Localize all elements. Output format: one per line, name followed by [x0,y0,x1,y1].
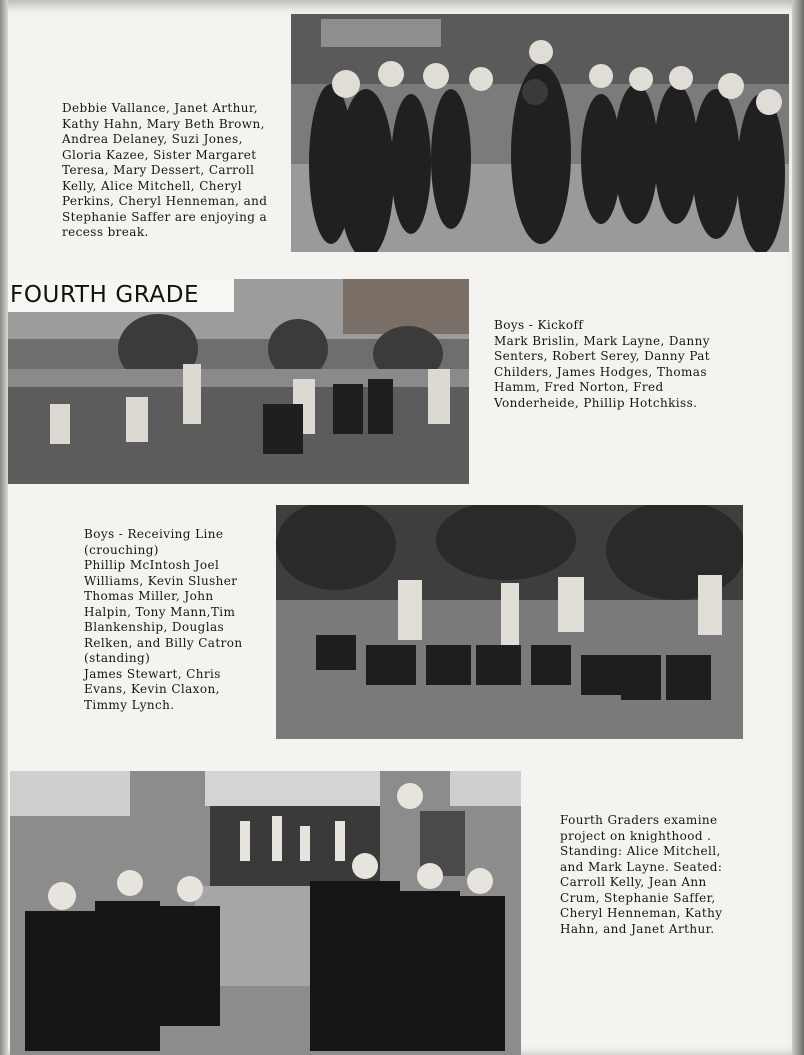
caption-receiving-standing-names: James Stewart, Chris Evans, Kevin Claxon, Timmy Lynch. [84,666,221,712]
caption-kickoff [494,318,742,411]
photo-knighthood-project [10,771,521,1055]
caption-receiving-crouching-names: Phillip McIntosh Joel Williams, Kevin Slusher Thomas Miller, John Halpin, Tony Mann,Tim Blankenship, Douglas Relken, and Billy Catron [84,558,243,650]
caption-receiving-title: Boys - Receiving Line [84,527,224,541]
caption-receiving-standing-label: (standing) [84,651,151,665]
binding-spine [0,0,8,1055]
caption-recess [62,101,284,241]
photo-receiving-line [276,505,743,739]
caption-recess-text: Debbie Vallance, Janet Arthur, Kathy Hahn, Mary Beth Brown, Andrea Delaney, Suzi Jones, Gloria Kazee, Sister Margaret Teresa, Mary Dessert, Carroll Kelly, Alice Mitchell, Cheryl Perkins, Cheryl Henneman, and Stephanie Saffer are enjoying a recess break. [62,101,268,239]
section-title: FOURTH GRADE [8,279,234,312]
caption-kickoff-names: Mark Brislin, Mark Layne, Danny Senters, Robert Serey, Danny Pat Childers, James Hodges, Thomas Hamm, Fred Norton, Fred Vonderheide, Phillip Hotchkiss. [494,333,711,410]
caption-receiving-crouching-label: (crouching) [84,542,159,557]
photo-project-image [10,771,521,1055]
caption-project [560,813,746,937]
photo-recess-image [291,14,789,252]
caption-receiving-line [84,527,260,713]
photo-receiving-image [276,505,743,739]
page-edge-shadow [792,0,804,1055]
photo-recess-break [291,14,789,252]
caption-project-text: Fourth Graders examine project on knighthood . Standing: Alice Mitchell, and Mark Layne. Seated: Carroll Kelly, Jean Ann Crum, Stephanie Saffer, Cheryl Henneman, Kathy Hahn, and Janet Arthur. [560,813,723,936]
caption-kickoff-title: Boys - Kickoff [494,318,584,332]
